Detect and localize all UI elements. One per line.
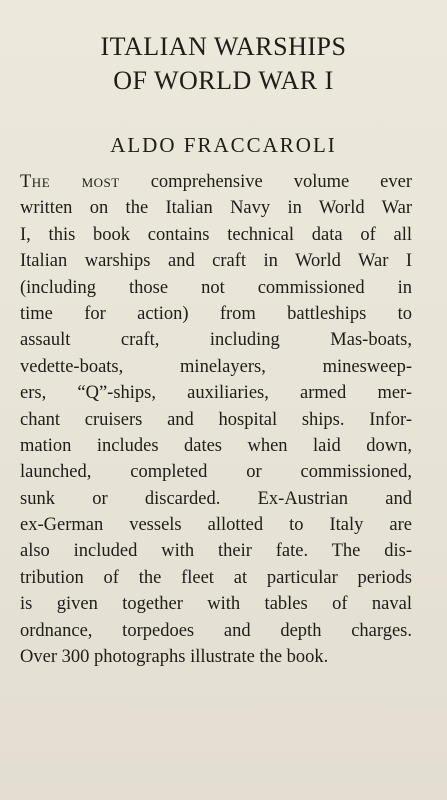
blurb-line: (including those not commissioned in (20, 277, 412, 298)
author-name: ALDO FRACCAROLI (110, 133, 337, 157)
blurb-line: written on the Italian Navy in World War (20, 198, 412, 219)
blurb-line: ex-German vessels allotted to Italy are (20, 515, 412, 536)
blurb-line: assault craft, including Mas-boats, (20, 330, 412, 351)
blurb-line: mation includes dates when laid down, (20, 435, 412, 456)
book-title-line-1: ITALIAN WARSHIPS (100, 32, 347, 61)
blurb-line (20, 169, 412, 195)
blurb-line: time for action) from battleships to (20, 303, 412, 324)
book-title-line-2: OF WORLD WAR I (113, 66, 334, 95)
book-title (0, 30, 447, 98)
blurb-text (20, 169, 412, 670)
blurb-line: chant cruisers and hospital ships. Infor- (20, 409, 412, 430)
blurb-lead-in: The most (20, 172, 120, 192)
blurb-line: sunk or discarded. Ex-Austrian and (20, 488, 412, 509)
blurb-line: ordnance, torpedoes and depth charges. (20, 620, 412, 641)
blurb-line: I, this book contains technical data of all (20, 224, 412, 245)
blurb-line: also included with their fate. The dis- (20, 541, 412, 562)
blurb-line-last: Over 300 photographs illustrate the book. (20, 647, 329, 668)
blurb-line: Italian warships and craft in World War I (20, 251, 412, 272)
blurb-line: ers, “Q”-ships, auxiliaries, armed mer- (20, 383, 412, 404)
blurb-line-text: comprehensive volume ever (119, 172, 412, 192)
blurb-line: is given together with tables of naval (20, 594, 412, 615)
blurb-line: launched, completed or commissioned, (20, 462, 412, 483)
blurb-line: vedette-boats, minelayers, minesweep- (20, 356, 412, 377)
blurb-line: tribution of the fleet at particular periods (20, 567, 412, 588)
